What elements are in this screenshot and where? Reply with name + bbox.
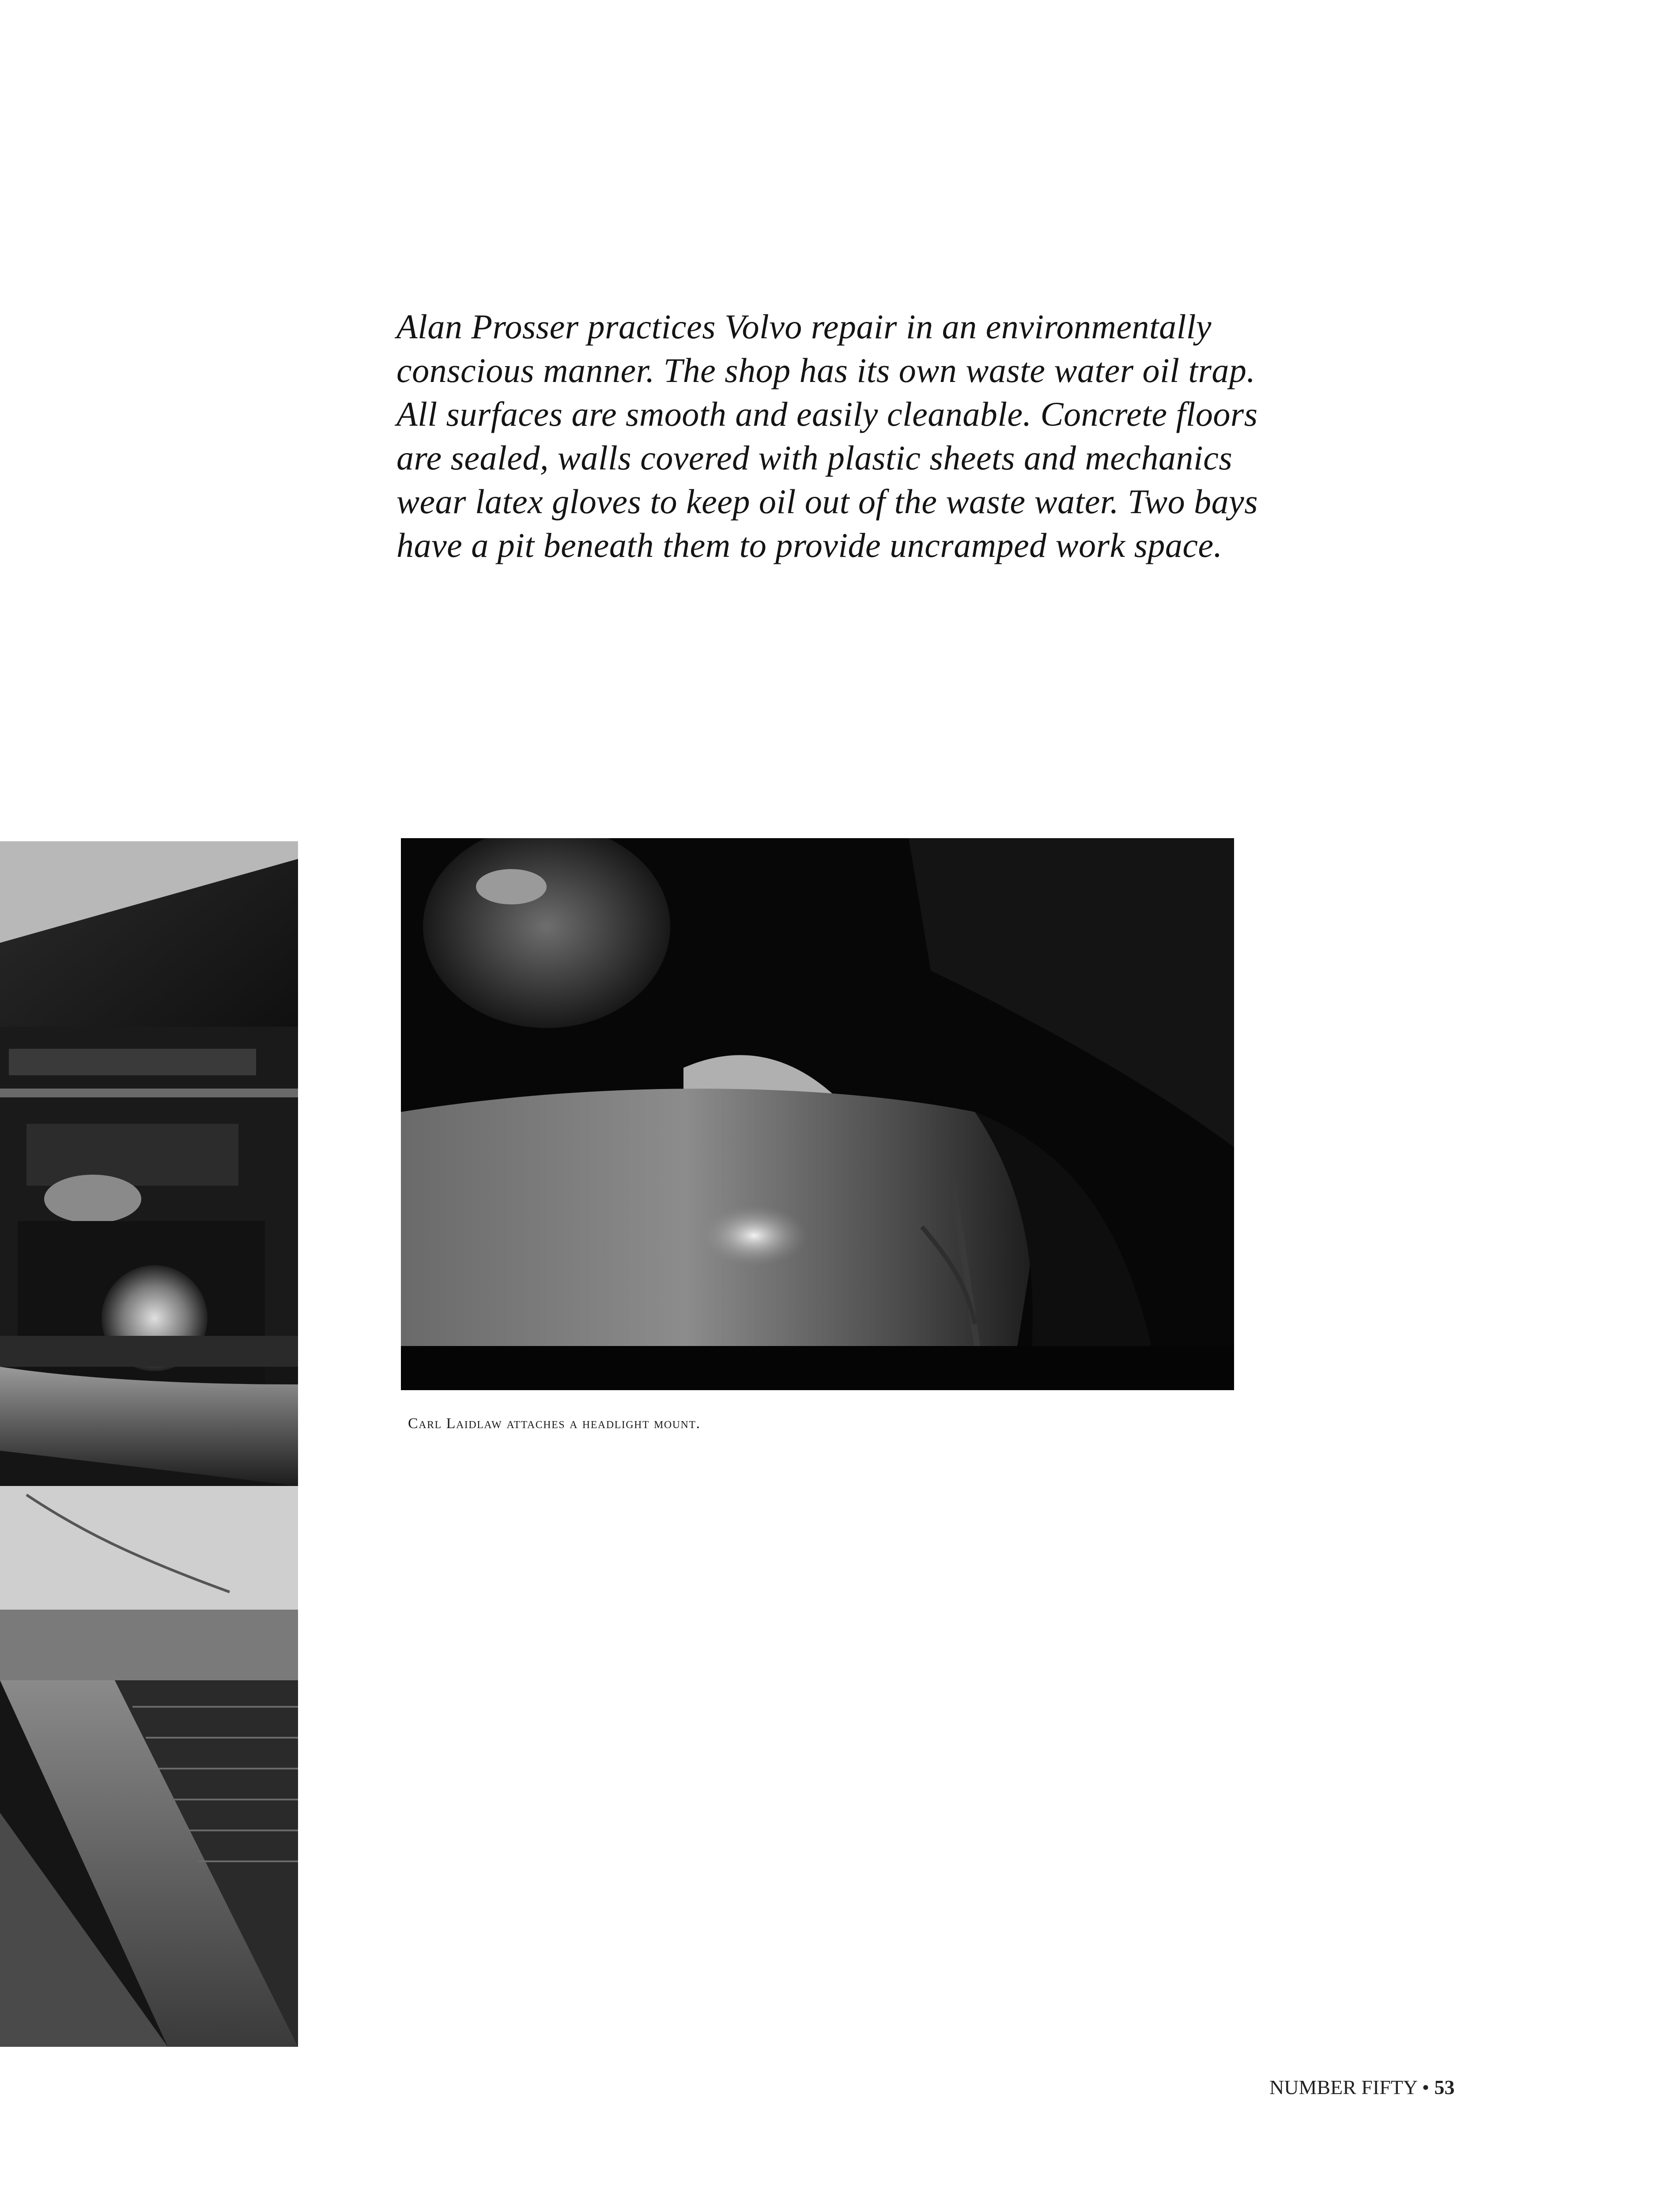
page-number: 53 [1434,2076,1455,2098]
photo-caption: Carl Laidlaw attaches a headlight mount. [408,1415,701,1432]
mechanic-headlight-image [401,838,1234,1390]
page-folio [1269,2076,1455,2099]
car-engine-bay-photo [0,841,298,2047]
publication-name: NUMBER FIFTY [1269,2076,1417,2098]
mechanic-headlight-photo [401,838,1234,1390]
intro-paragraph: Alan Prosser practices Volvo repair in an environmentally conscious manner. The shop has its own waste water oil trap. All surfaces are smooth and easily cleanable. Concrete floors are sealed, walls covered with plastic sheets and mechanics wear latex gloves to keep oil out of the waste water. Two bays have a pit beneath them to provide uncramped work space. [396,307,1258,564]
folio-separator: • [1422,2076,1430,2098]
car-engine-bay-image [0,841,298,2047]
